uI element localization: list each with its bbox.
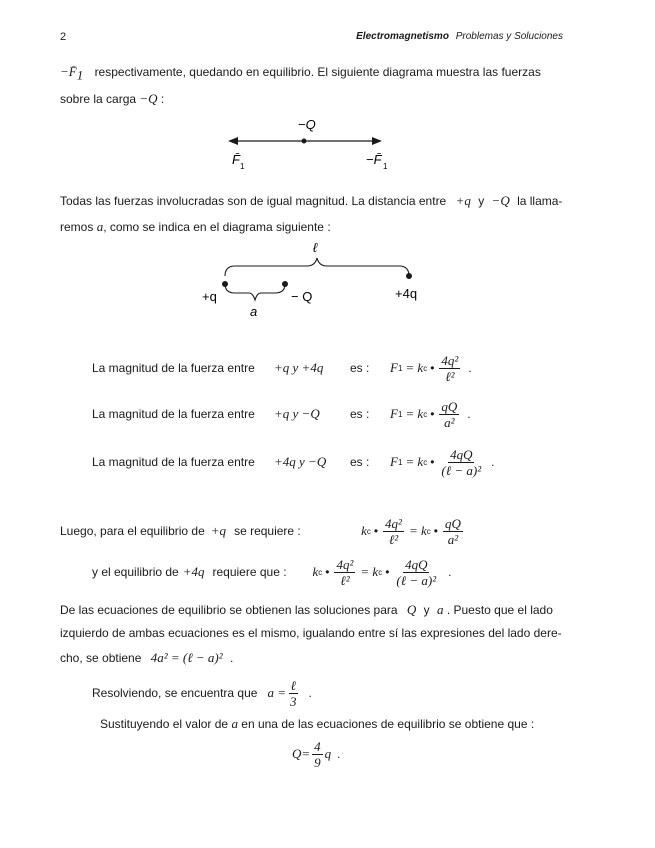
- force-subscript: 1: [76, 67, 84, 83]
- left-force-label: F̄: [232, 152, 240, 167]
- book-subtitle: Problemas y Soluciones: [455, 31, 563, 42]
- para3-Q: Q: [406, 602, 417, 617]
- force-diagram: [220, 112, 400, 182]
- equilibrium-charge: +q: [210, 523, 227, 538]
- equilibrium-charge: +4q: [182, 564, 205, 579]
- result-equation: [292, 736, 341, 772]
- result-q: q: [324, 746, 332, 761]
- para3-text-1: De las ecuaciones de equilibrio se obtienen las soluciones para: [60, 603, 398, 617]
- magnitude-fraction: [439, 447, 483, 478]
- charge-label: −Q: [298, 117, 316, 132]
- a-label: a: [250, 304, 258, 319]
- magnitude-k-sub: c: [423, 409, 428, 419]
- para3-y: y: [423, 603, 430, 617]
- para3-line-1: [60, 602, 553, 618]
- para3-a: a: [436, 602, 444, 617]
- fraction-denominator: 3: [289, 693, 297, 709]
- magnitude-end: .: [468, 361, 472, 375]
- intro-text-1: respectivamente, quedando en equilibrio. El siguiente diagrama muestra las fuerzas: [94, 65, 541, 79]
- magnitude-row-1: [92, 352, 472, 384]
- eq-k1-sub: c: [318, 567, 323, 577]
- bottom-brace: [225, 284, 285, 300]
- solve-end: .: [308, 686, 312, 700]
- bullet-operator: •: [430, 455, 435, 469]
- eq-k1: k: [312, 564, 319, 579]
- fraction-numerator: 4q²: [441, 352, 459, 368]
- plus-4q-point: [406, 273, 412, 279]
- subst-line: [100, 716, 534, 732]
- fraction-numerator: 4: [314, 738, 321, 754]
- para3-text-3: cho, se obtiene: [60, 651, 142, 665]
- magnitude-row-3: [92, 445, 495, 479]
- subst-a: a: [231, 716, 238, 731]
- magnitude-es: es :: [350, 407, 370, 421]
- magnitude-k: = k: [405, 406, 424, 421]
- distance-diagram: [195, 238, 435, 323]
- magnitude-text: La magnitud de la fuerza entre: [92, 361, 255, 375]
- para3-equation: 4a² = (ℓ − a)²: [150, 650, 223, 665]
- fraction-numerator: 4q²: [336, 556, 354, 572]
- page-number: 2: [60, 31, 67, 43]
- subst-text-start: Sustituyendo el valor de: [100, 717, 229, 731]
- fraction-numerator: qQ: [441, 398, 458, 414]
- para2-a: a: [96, 219, 104, 234]
- left-arrowhead: [228, 137, 238, 145]
- eq-equals-k: = k: [408, 523, 427, 538]
- equilibrium-text: Luego, para el equilibrio de: [60, 524, 205, 538]
- equilibrium-row-1: [60, 514, 465, 548]
- charge-symbol: −Q: [139, 91, 158, 106]
- eq-equals-k: = k: [360, 564, 379, 579]
- para2-line-1: [60, 193, 562, 209]
- para2-line-2: [60, 219, 331, 235]
- right-arrowhead: [372, 137, 382, 145]
- fraction-denominator: a²: [444, 414, 455, 430]
- bullet-operator: •: [430, 407, 435, 421]
- para2-y: y: [478, 194, 485, 208]
- magnitude-text: La magnitud de la fuerza entre: [92, 455, 255, 469]
- magnitude-k-sub: c: [423, 363, 428, 373]
- charge-point: [302, 139, 307, 144]
- magnitude-pair: +q y +4q: [274, 360, 324, 375]
- right-force-label: −F̄: [366, 152, 382, 167]
- magnitude-pair: +4q y −Q: [274, 454, 327, 469]
- minus-Q-label: − Q: [291, 289, 313, 304]
- intro-line-2: [60, 91, 164, 107]
- magnitude-es: es :: [350, 361, 370, 375]
- bullet-operator: •: [373, 524, 379, 538]
- para2-end-2: , como se indica en el diagrama siguiente :: [103, 220, 331, 234]
- book-title: Electromagnetismo: [356, 31, 449, 42]
- magnitude-lhs-sub: 1: [397, 457, 403, 467]
- solve-fraction: [288, 678, 299, 709]
- fraction-denominator: (ℓ − a)²: [441, 462, 482, 478]
- magnitude-lhs: F: [390, 360, 398, 375]
- para3-line-3: [60, 650, 233, 666]
- ell-label: ℓ: [313, 240, 318, 255]
- magnitude-lhs: F: [390, 406, 398, 421]
- eq-fraction-2: [443, 516, 463, 547]
- eq-fraction-2: [394, 557, 438, 588]
- para3-end-3: .: [230, 651, 234, 665]
- fraction-denominator: ℓ²: [340, 572, 350, 588]
- equilibrium-text-2: se requiere :: [234, 524, 301, 538]
- para2-q1: +q: [455, 193, 471, 208]
- bullet-operator: •: [385, 565, 390, 579]
- top-brace: [225, 258, 409, 276]
- bullet-operator: •: [430, 361, 435, 375]
- magnitude-lhs: F: [390, 454, 398, 469]
- para2-text-2: remos: [60, 220, 94, 234]
- result-fraction: [312, 739, 323, 770]
- fraction-denominator: (ℓ − a)²: [396, 572, 437, 588]
- magnitude-lhs-sub: 1: [397, 363, 403, 373]
- para3-line-2: izquierdo de ambas ecuaciones es el mismo, igualando entre sí las expresiones del lado dere-: [60, 626, 562, 640]
- fraction-numerator: qQ: [444, 515, 461, 531]
- eq-fraction-1: [334, 557, 355, 588]
- intro-line-1: [60, 64, 541, 83]
- eq-k1-sub: c: [366, 526, 371, 536]
- para3-end-1: . Puesto que el lado: [446, 603, 553, 617]
- equilibrium-end: .: [448, 565, 452, 579]
- fraction-denominator: a²: [447, 531, 459, 547]
- eq-fraction-1: [383, 516, 404, 547]
- magnitude-row-2: [92, 398, 471, 430]
- intro-colon: :: [160, 92, 165, 106]
- magnitude-k: = k: [405, 454, 424, 469]
- magnitude-text: La magnitud de la fuerza entre: [92, 407, 255, 421]
- right-force-sub: 1: [383, 162, 388, 171]
- fraction-denominator: ℓ²: [445, 368, 455, 384]
- result-lhs: Q=: [292, 746, 311, 761]
- equilibrium-text: y el equilibrio de: [92, 565, 179, 579]
- solve-text: Resolviendo, se encuentra que: [92, 686, 258, 700]
- bullet-operator: •: [433, 524, 438, 538]
- solve-line: [92, 676, 312, 710]
- magnitude-pair: +q y −Q: [274, 406, 320, 421]
- eq-k2-sub: c: [378, 567, 383, 577]
- force-symbol: −F̄: [60, 64, 77, 79]
- solve-lhs: a =: [267, 685, 286, 700]
- magnitude-es: es :: [350, 455, 370, 469]
- eq-k2-sub: c: [426, 526, 431, 536]
- eq-k1: k: [361, 523, 367, 538]
- magnitude-fraction: [439, 353, 460, 384]
- equilibrium-text-2: requiere que :: [212, 565, 287, 579]
- magnitude-end: .: [491, 455, 495, 469]
- plus-q-label: +q: [202, 289, 217, 304]
- para2-text-1: Todas las fuerzas involucradas son de igual magnitud. La distancia entre: [60, 194, 447, 208]
- magnitude-k: = k: [405, 360, 424, 375]
- magnitude-fraction: [439, 399, 459, 430]
- fraction-numerator: 4q²: [385, 515, 402, 531]
- fraction-denominator: 9: [314, 754, 321, 770]
- intro-text-2: sobre la carga: [60, 92, 137, 106]
- plus-4q-label: +4q: [395, 286, 418, 301]
- running-header: [356, 31, 563, 42]
- left-force-sub: 1: [240, 162, 245, 171]
- fraction-numerator: 4qQ: [405, 556, 428, 572]
- bullet-operator: •: [325, 565, 330, 579]
- magnitude-end: .: [467, 407, 471, 421]
- result-end: .: [337, 747, 341, 761]
- fraction-numerator: ℓ: [290, 677, 296, 693]
- para2-q2: −Q: [491, 193, 510, 208]
- magnitude-lhs-sub: 1: [397, 409, 403, 419]
- magnitude-k-sub: c: [423, 457, 428, 467]
- para2-end-1: la llama-: [517, 194, 563, 208]
- fraction-numerator: 4qQ: [450, 446, 473, 462]
- equilibrium-row-2: [92, 555, 451, 589]
- fraction-denominator: ℓ²: [388, 531, 399, 547]
- subst-text-end: en una de las ecuaciones de equilibrio se obtiene que :: [241, 717, 535, 731]
